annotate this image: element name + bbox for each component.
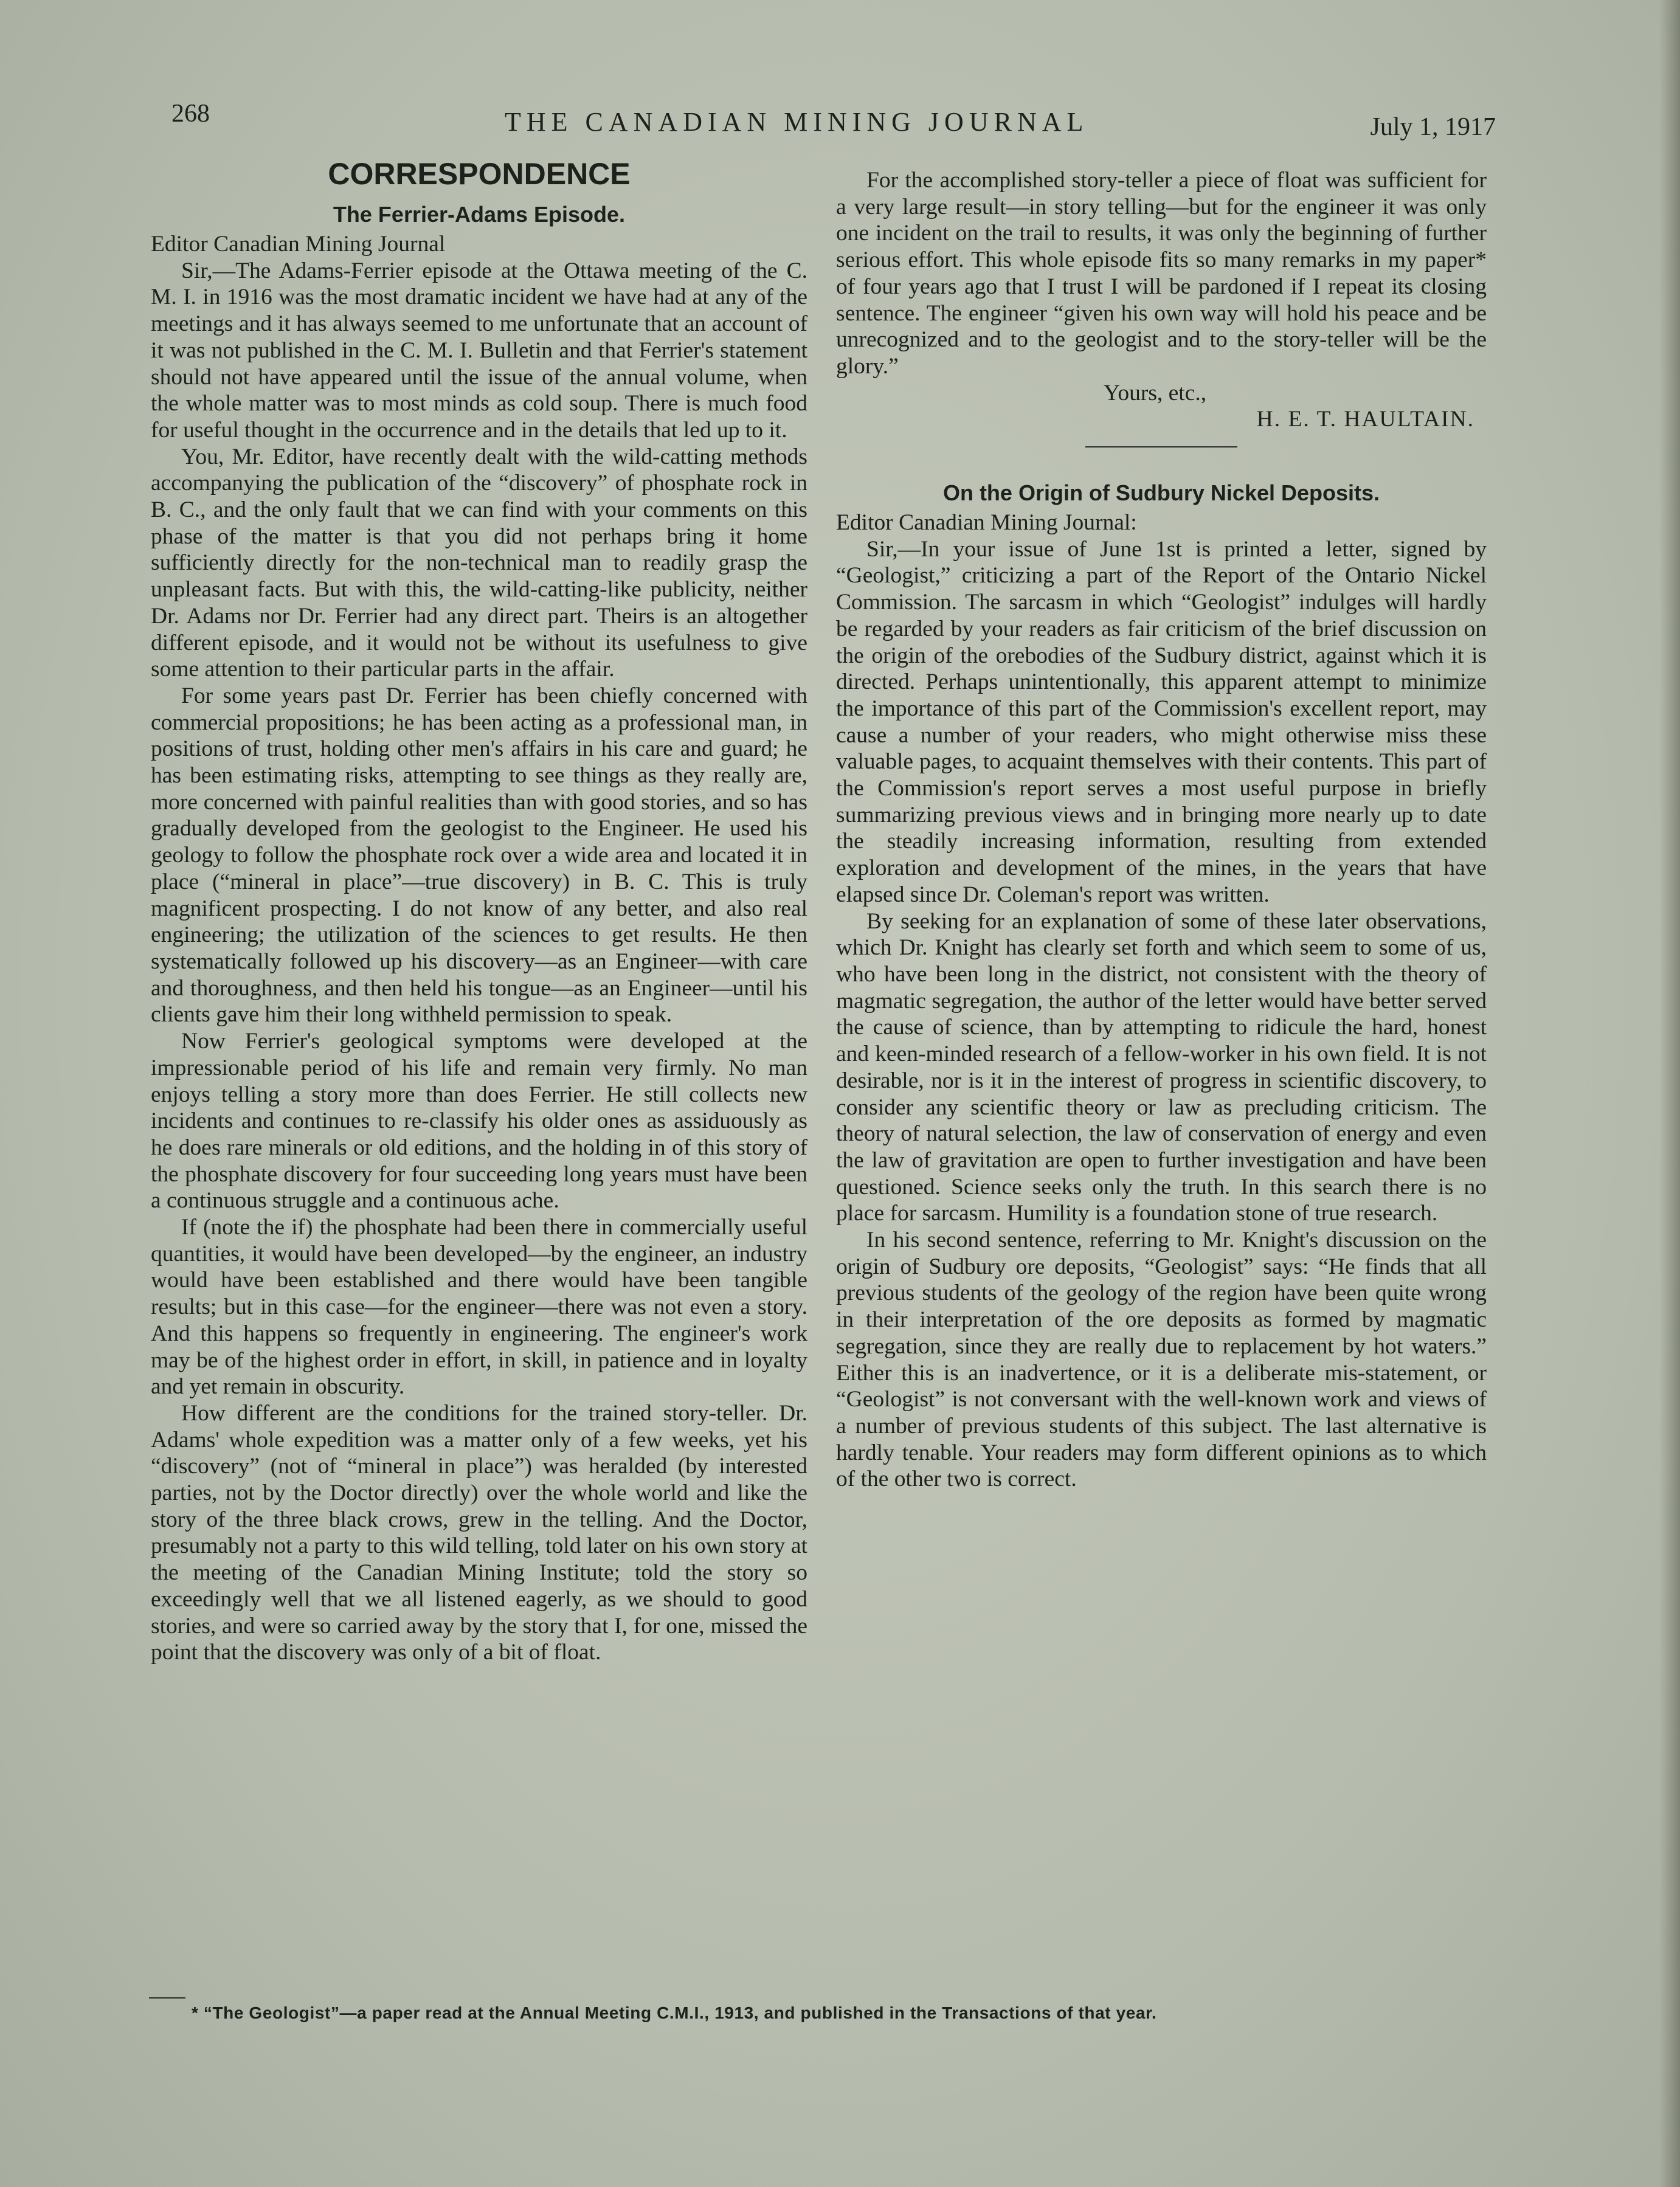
letter1-closing: Yours, etc., [1104, 380, 1207, 406]
footnote: * “The Geologist”—a paper read at the Annual Meeting C.M.I., 1913, and published in the Transactions of that year. [192, 2003, 1157, 2022]
letter1-paragraph: You, Mr. Editor, have recently dealt with the wild-catting methods accompanying the publication of the “discovery” of phosphate rock in B. C., and the only fault that we can find with your comments on this phase of the matter is that you did not perhaps bring it home sufficiently directly for the non-technical man to readily grasp the unpleasant facts. But with this, the wild-catting-like publicity, neither Dr. Adams nor Dr. Ferrier had any direct part. Theirs is an altogether different episode, and it would not be without its usefulness to give some attention to their particular parts in the affair. [151, 444, 807, 682]
letter2-salutation: Editor Canadian Mining Journal: [836, 510, 1137, 536]
letter1-paragraph: If (note the if) the phosphate had been there in commercially useful quantities, it would have been developed—by the engineer, an industry would have been established and there would have been tangible results; but in this case—for the engineer—there was not even a story. And this happens so frequently in engineering. The engineer's work may be of the highest order in effort, in skill, in patience and in loyalty and yet remain in obscurity. [151, 1215, 807, 1400]
letter1-paragraph: For some years past Dr. Ferrier has been chiefly concerned with commercial propositions; he has been acting as a professional man, in positions of trust, holding other men's affairs in his care and guard; he has been estimating risks, attempting to see things as they really are, more concerned with painful realities than with good stories, and so has gradually developed from the geologist to the Engineer. He used his geology to follow the phosphate rock over a wide area and located it in place (“mineral in place”—true discovery) in B. C. This is truly magnificent prospecting. I do not know of any better, and also real engineering; the utilization of the sciences to get results. He then systematically followed up his discovery—as an Engineer—with care and thoroughness, and then held his tongue—as an Engineer—until his clients gave him their long withheld permission to speak. [151, 683, 807, 1028]
journal-title: THE CANADIAN MINING JOURNAL [505, 107, 1089, 137]
letter2-title: On the Origin of Sudbury Nickel Deposits. [942, 480, 1380, 506]
footnote-rule [149, 1997, 185, 1999]
right-column [836, 167, 1487, 1493]
letter1-paragraph: Sir,—The Adams-Ferrier episode at the Ottawa meeting of the C. M. I. in 1916 was the most dramatic incident we have had at any of the meetings and it has always seemed to me unfortunate that an account of it was not published in the C. M. I. Bulletin and that Ferrier's statement should not have appeared until the issue of the annual volume, when the whole matter was to most minds as cold soup. There is much food for useful thought in the occurrence and in the details that led up to it. [151, 258, 807, 443]
letter1-paragraph: Now Ferrier's geological symptoms were developed at the impressionable period of his life and remain very firmly. No man enjoys telling a story more than does Ferrier. He still collects new incidents and continues to re-classify his older ones as assiduously as he does rare minerals or old editions, and the holding in of this story of the phosphate discovery for four succeeding long years must have been a continuous struggle and a continuous ache. [151, 1029, 807, 1214]
letter2-paragraph: By seeking for an explanation of some of these later observations, which Dr. Knight has clearly set forth and which seem to some of us, who have been long in the district, not consistent with the theory of magmatic segregation, the author of the letter would have better served the cause of science, than by attempting to ridicule the hard, honest and keen-minded research of a fellow-worker in his own field. It is not desirable, nor is it in the interest of progress in scientific discovery, to consider any scientific theory or law as precluding criticism. The theory of natural selection, the law of conservation of energy and even the law of gravitation are open to further investigation and have been questioned. Science seeks only the truth. In this search there is no place for sarcasm. Humility is a foundation stone of true research. [836, 908, 1487, 1226]
letter2-paragraph: Sir,—In your issue of June 1st is printed a letter, signed by “Geologist,” criticizing a part of the Report of the Ontario Nickel Commission. The sarcasm in which “Geologist” indulges will hardly be regarded by your readers as fair criticism of the brief discussion on the origin of the orebodies of the Sudbury district, against which it is directed. Perhaps unintentionally, this apparent attempt to minimize the importance of this part of the Commission's excellent report, may cause a number of your readers, who might otherwise miss these valuable pages, to acquaint themselves with their contents. This part of the Commission's report serves a most useful purpose in briefly summarizing previous views and in bringing more nearly up to date the steadily increasing information, resulting from extended exploration and development of the mines, in the years that have elapsed since Dr. Coleman's report was written. [836, 536, 1487, 907]
left-column [151, 152, 807, 1666]
letter1-title: The Ferrier-Adams Episode. [333, 202, 626, 227]
letter2-paragraph: In his second sentence, referring to Mr. Knight's discussion on the origin of Sudbury ore deposits, “Geologist” says: “He finds that all previous students of the geology of the region have been quite wrong in their interpretation of the ore deposits as formed by magmatic segregation, since they are really due to replacement by hot waters.” Either this is an inadvertence, or it is a deliberate mis-statement, or “Geologist” is not conversant with the well-known work and views of a number of previous students of this subject. The last alternative is hardly tenable. Your readers may form different opinions as to which of the other two is correct. [836, 1228, 1487, 1492]
running-header [164, 94, 1496, 143]
page-spine-shadow [1659, 0, 1680, 2187]
letter1-salutation: Editor Canadian Mining Journal [151, 232, 446, 257]
letter1-paragraph: How different are the conditions for the trained story-teller. Dr. Adams' whole expedition was a matter only of a few weeks, yet his “discovery” (not of “mineral in place”) was heralded (by interested parties, not by the Doctor directly) over the whole world and like the story of the three black crows, grew in the telling. And the Doctor, presumably not a party to this wild telling, told later on his own story at the meeting of the Canadian Mining Institute; told the story so exceedingly well that we all listened eagerly, as we should to good stories, and were so carried away by the story that I, for one, missed the point that the discovery was only of a bit of float. [151, 1400, 807, 1665]
letter1-paragraph: For the accomplished story-teller a piece of float was sufficient for a very large result—in story telling—but for the engineer it was only one incident on the trail to results, it was only the beginning of further serious effort. This whole episode fits so many remarks in my paper* of four years ago that I trust I will be pardoned if I repeat its closing sentence. The engineer “given his own way will hold his peace and be unrecognized and to the geologist and to the story-teller will be the glory.” [836, 168, 1487, 379]
issue-date: July 1, 1917 [1370, 113, 1496, 141]
page-number: 268 [171, 100, 210, 128]
letter1-signature: H. E. T. HAULTAIN. [1256, 407, 1474, 432]
section-divider [1085, 446, 1237, 447]
section-title: CORRESPONDENCE [328, 157, 631, 191]
